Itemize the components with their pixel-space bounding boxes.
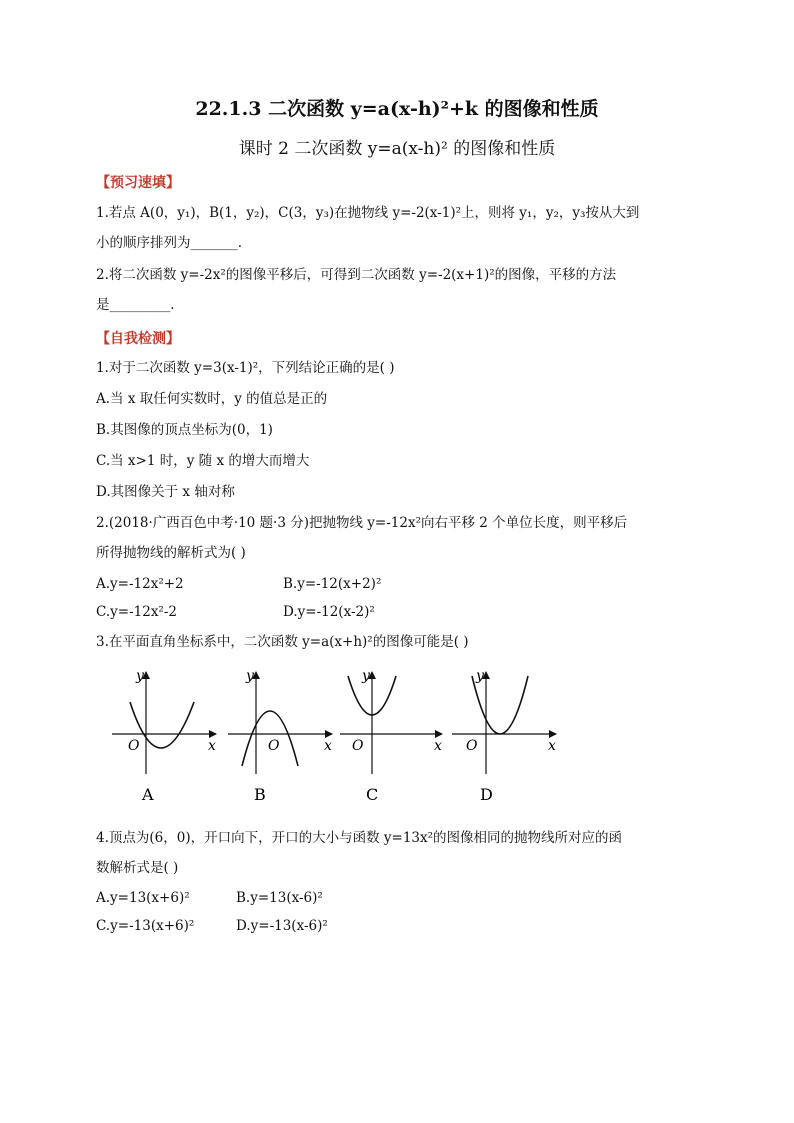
q3-stem: 3.在平面直角坐标系中，二次函数 y=a(x+h)²的图像可能是( ) — [96, 634, 469, 650]
graph-a-label: A — [142, 785, 154, 804]
graph-d-x-label: x — [548, 738, 556, 754]
q4-stem-line1: 4.顶点为(6，0)，开口向下，开口的大小与函数 y=13x²的图像相同的抛物线所对应的函 — [96, 830, 623, 846]
q2-option-a: A.y=-12x²+2 — [96, 576, 184, 592]
graph-d-origin-label: O — [466, 738, 478, 754]
graph-d-parabola — [472, 676, 528, 734]
q4-stem-line2: 数解析式是( ) — [96, 860, 179, 876]
section-selfcheck-heading: 【自我检测】 — [96, 331, 180, 347]
graph-b-origin-label: O — [268, 738, 280, 754]
preview-q1-line1: 1.若点 A(0，y₁)，B(1，y₂)，C(3，y₃)在抛物线 y=-2(x-1)²上，则将 y₁，y₂，y₃按从大到 — [96, 205, 640, 221]
q3-graph-options — [108, 662, 568, 810]
graph-a-parabola — [130, 702, 194, 748]
preview-q2-line1: 2.将二次函数 y=-2x²的图像平移后，可得到二次函数 y=-2(x+1)²的图像，平移的方法 — [96, 267, 617, 283]
q2-stem-line1: 2.(2018·广西百色中考·10 题·3 分)把抛物线 y=-12x²向右平移 2 个单位长度，则平移后 — [96, 515, 628, 531]
graph-d — [452, 668, 556, 804]
preview-q1-line2: 小的顺序排列为_______. — [96, 235, 243, 251]
graph-c-label: C — [366, 785, 379, 804]
graph-a-y-label: y — [136, 668, 144, 684]
graph-b-label: B — [254, 785, 266, 804]
graph-b-x-label: x — [324, 738, 332, 754]
section-preview-heading: 【预习速填】 — [96, 175, 180, 191]
graph-a-origin-label: O — [128, 738, 140, 754]
q2-stem-line2: 所得抛物线的解析式为( ) — [96, 545, 246, 561]
q1-option-b: B.其图像的顶点坐标为(0，1) — [96, 422, 273, 438]
q2-option-c: C.y=-12x²-2 — [96, 604, 177, 620]
q2-option-d: D.y=-12(x-2)² — [283, 604, 375, 620]
q1-option-d: D.其图像关于 x 轴对称 — [96, 484, 235, 500]
q3-graphs-svg — [108, 662, 568, 810]
q4-option-d: D.y=-13(x-6)² — [236, 918, 328, 934]
q1-stem: 1.对于二次函数 y=3(x-1)²，下列结论正确的是( ) — [96, 360, 395, 376]
q2-option-b: B.y=-12(x+2)² — [283, 576, 382, 592]
graph-b-y-label: y — [246, 668, 254, 684]
q1-option-c: C.当 x>1 时，y 随 x 的增大而增大 — [96, 453, 310, 469]
graph-c-x-label: x — [434, 738, 442, 754]
graph-c-origin-label: O — [352, 738, 364, 754]
graph-d-label: D — [480, 785, 493, 804]
graph-a — [112, 668, 216, 804]
graph-d-y-label: y — [476, 668, 484, 684]
page-subtitle: 课时 2 二次函数 y=a(x-h)² 的图像和性质 — [238, 139, 556, 159]
page-title: 22.1.3 二次函数 y=a(x-h)²+k 的图像和性质 — [195, 98, 599, 120]
q4-option-b: B.y=13(x-6)² — [236, 890, 323, 906]
q4-option-c: C.y=-13(x+6)² — [96, 918, 195, 934]
q1-option-a: A.当 x 取任何实数时，y 的值总是正的 — [96, 391, 328, 407]
graph-c — [340, 668, 442, 804]
graph-a-x-label: x — [208, 738, 216, 754]
graph-c-y-label: y — [362, 668, 370, 684]
preview-q2-line2: 是_________. — [96, 297, 175, 313]
q4-option-a: A.y=13(x+6)² — [96, 890, 190, 906]
graph-b — [228, 668, 332, 804]
